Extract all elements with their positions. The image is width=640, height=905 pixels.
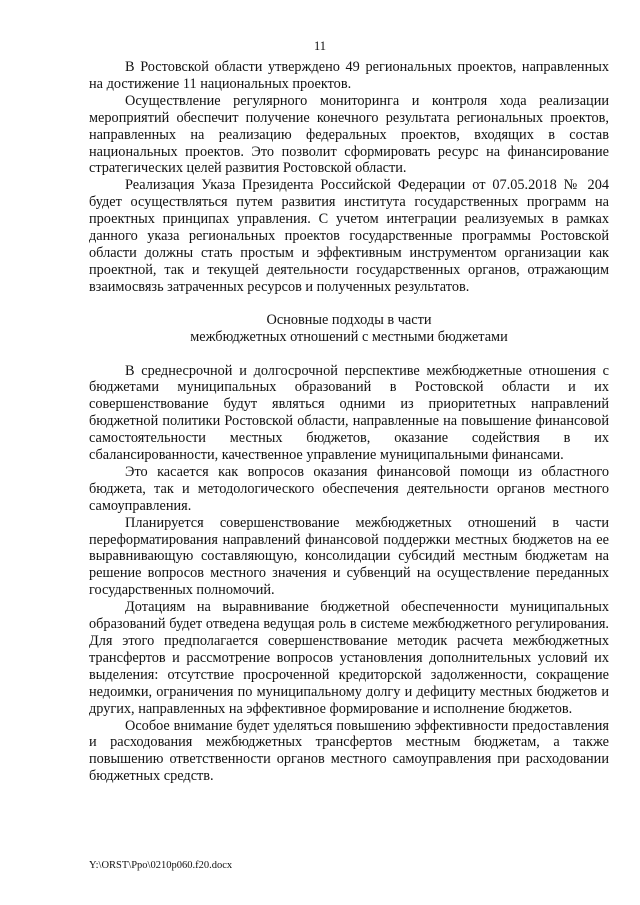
- paragraph: Осуществление регулярного мониторинга и контроля хода реализации мероприятий обеспечит получение конечного результата региональных проектов, направленных на реализацию федеральных проектов, входящих в состав национальных проектов. Это позволит сформировать ресурс на финансирование стратегических целей развития Ростовской области.: [89, 92, 609, 177]
- document-body: [89, 59, 609, 785]
- paragraph: Дотациям на выравнивание бюджетной обеспеченности муниципальных образований будет отведена ведущая роль в системе межбюджетного регулирования. Для этого предполагается совершенствование методик расчета межбюджетных трансфертов и рассмотрение вопросов установления дополнительных условий их выделения: отсутствие просроченной кредиторской задолженности, сокращение недоимки, ограничения по муниципальному долгу и дефициту местных бюджетов и других, направленных на эффективное формирование и исполнение бюджетов.: [89, 599, 609, 717]
- paragraph: В среднесрочной и долгосрочной перспективе межбюджетные отношения с бюджетами муниципальных образований в Ростовской области и их совершенствование будут являться одними из приоритетных направлений бюджетной политики Ростовской области, направленные на повышение финансовой самостоятельности местных бюджетов, оказание содействия в их сбалансированности, качественное управление муниципальными финансами.: [89, 362, 609, 464]
- paragraph: Реализация Указа Президента Российской Федерации от 07.05.2018 № 204 будет осуществляться путем развития института государственных программ на проектных принципах управления. С учетом интеграции реализуемых в рамках данного указа региональных проектов государственные программы Ростовской области должны стать простым и эффективным инструментом организации как проектной, так и текущей деятельности государственных органов, отражающим взаимосвязь затраченных ресурсов и полученных результатов.: [89, 177, 609, 295]
- section-heading-line: Основные подходы в части: [266, 311, 432, 328]
- paragraph: Планируется совершенствование межбюджетных отношений в части переформатирования направлений финансовой поддержки местных бюджетов на ее выравнивающую составляющую, консолидации субсидий местным бюджетам на решение вопросов местного значения и субвенций на осуществление переданных государственных полномочий.: [89, 514, 609, 599]
- section-heading-line: межбюджетных отношений с местными бюджетами: [190, 328, 508, 345]
- paragraph: Особое внимание будет уделяться повышению эффективности предоставления и расходования межбюджетных трансфертов местным бюджетам, а также повышению ответственности органов местного самоуправления при расходовании бюджетных средств.: [89, 717, 609, 785]
- page-number: 11: [313, 39, 327, 53]
- file-path-footer: Y:\ORST\Ppo\0210p060.f20.docx: [89, 860, 233, 871]
- paragraph: В Ростовской области утверждено 49 региональных проектов, направленных на достижение 11 национальных проектов.: [89, 59, 609, 92]
- paragraph: Это касается как вопросов оказания финансовой помощи из областного бюджета, так и методологического обеспечения деятельности органов местного самоуправления.: [89, 463, 609, 514]
- section-heading: [89, 312, 609, 346]
